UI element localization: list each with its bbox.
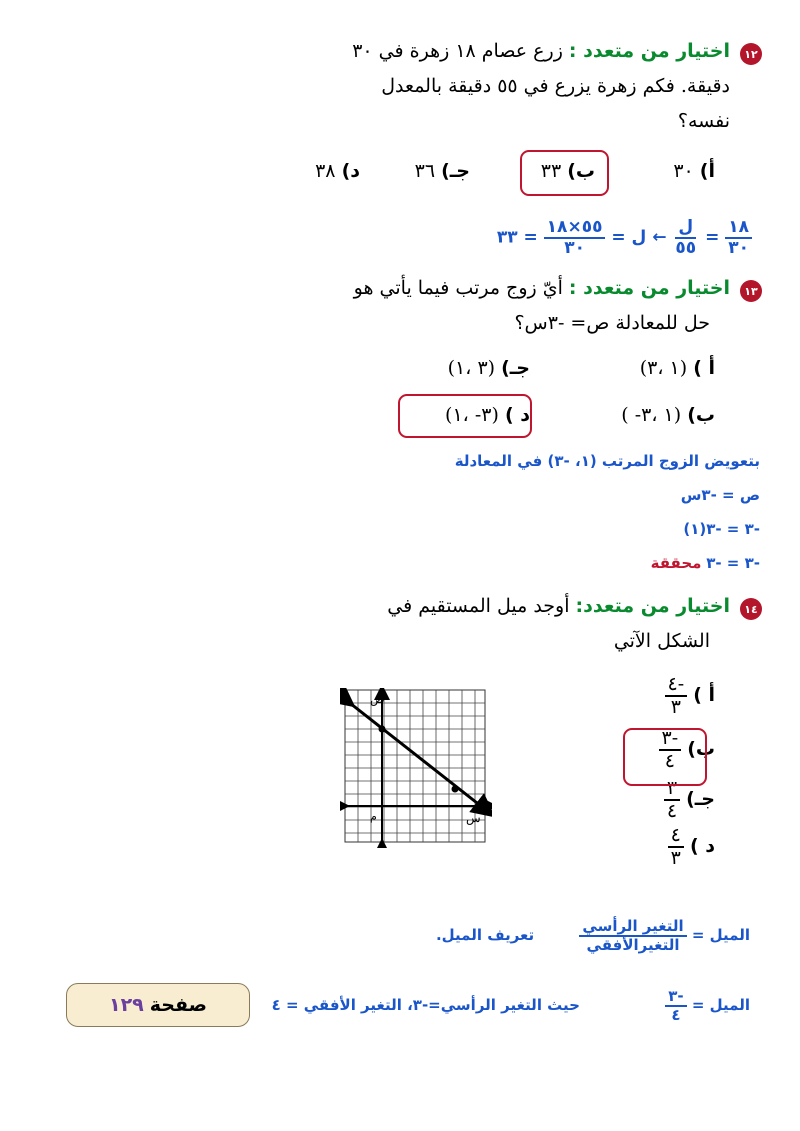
question-text: الشكل الآتي — [613, 630, 710, 652]
question-13-line1 — [354, 277, 730, 299]
x-axis-label: س — [466, 811, 481, 825]
option-b[interactable]: ب) $\frac{-٣}{٤}$ — [659, 728, 715, 772]
question-number-badge: ١٣ — [740, 280, 762, 302]
question-heading: اختيار من متعدد : — [568, 277, 730, 299]
verified-label: محققة — [650, 554, 702, 572]
question-text: أوجد ميل المستقيم في — [387, 595, 570, 617]
option-d[interactable]: د ) (٣- ،١) — [445, 404, 530, 426]
solution-line: -٣ = -٣ محققة — [650, 554, 760, 572]
question-text: نفسه؟ — [677, 110, 730, 132]
option-b[interactable]: ب) (١ ،٣- ) — [621, 404, 715, 426]
slope-value: الميل = $\frac{-٣}{٤}$ حيث التغير الرأسي=-٣، التغير الأفقي = ٤ — [271, 987, 750, 1024]
option-c[interactable]: جـ) (٣ ،١) — [447, 357, 530, 379]
option-a[interactable]: أ ) $\frac{-٤}{٣}$ — [665, 674, 716, 718]
question-heading: اختيار من متعدد: — [575, 595, 730, 617]
answer-highlight-frame — [398, 394, 532, 438]
answer-highlight-frame — [520, 150, 609, 196]
question-text: زرع عصام ١٨ زهرة في ٣٠ — [352, 40, 563, 62]
solution-line: بتعويض الزوج المرتب (١، -٣) في المعادلة — [454, 452, 760, 470]
option-b[interactable]: ب) ٣٣ — [540, 160, 595, 182]
option-a[interactable]: أ) ٣٠ — [673, 160, 715, 182]
answer-highlight-frame — [623, 728, 707, 786]
question-14-line1 — [387, 595, 730, 617]
origin-label: م — [370, 810, 377, 823]
solution-line: -٣ = -٣(١) — [683, 520, 760, 538]
question-12-line1 — [352, 40, 730, 62]
point-marker — [379, 726, 386, 733]
question-heading: اختيار من متعدد : — [568, 40, 730, 62]
y-axis-label: ص — [370, 692, 385, 706]
option-c[interactable]: جـ) $\frac{٣}{٤}$ — [664, 778, 715, 822]
solution-equation: $\frac{١٨}{٣٠}$ = $\frac{\text{ل}}{٥٥}$ ← ل = $\frac{٥٥\times ١٨}{٣٠}$ = ٣٣ — [497, 218, 752, 257]
question-text: أيّ زوج مرتب فيما يأتي هو — [353, 277, 563, 299]
question-number-badge: ١٢ — [740, 43, 762, 65]
page-number-badge: صفحة ١٢٩ — [66, 983, 250, 1027]
solution-line: ص = -٣س — [680, 486, 760, 504]
question-text: دقيقة. فكم زهرة يزرع في ٥٥ دقيقة بالمعدل — [381, 75, 730, 97]
option-d[interactable]: د ) $\frac{٤}{٣}$ — [668, 825, 715, 869]
option-d[interactable]: د) ٣٨ — [315, 160, 360, 182]
slope-definition: الميل = $\frac{\text{التغير الرأسي}}{\text{التغيرالأفقي}}$ تعريف الميل. — [435, 917, 750, 954]
point-marker — [452, 786, 459, 793]
coordinate-graph — [340, 688, 492, 848]
question-number-badge: ١٤ — [740, 598, 762, 620]
option-a[interactable]: أ ) (١ ،٣) — [639, 357, 715, 379]
option-c[interactable]: جـ) ٣٦ — [414, 160, 470, 182]
question-text: حل للمعادلة ص= -٣س؟ — [514, 312, 710, 334]
